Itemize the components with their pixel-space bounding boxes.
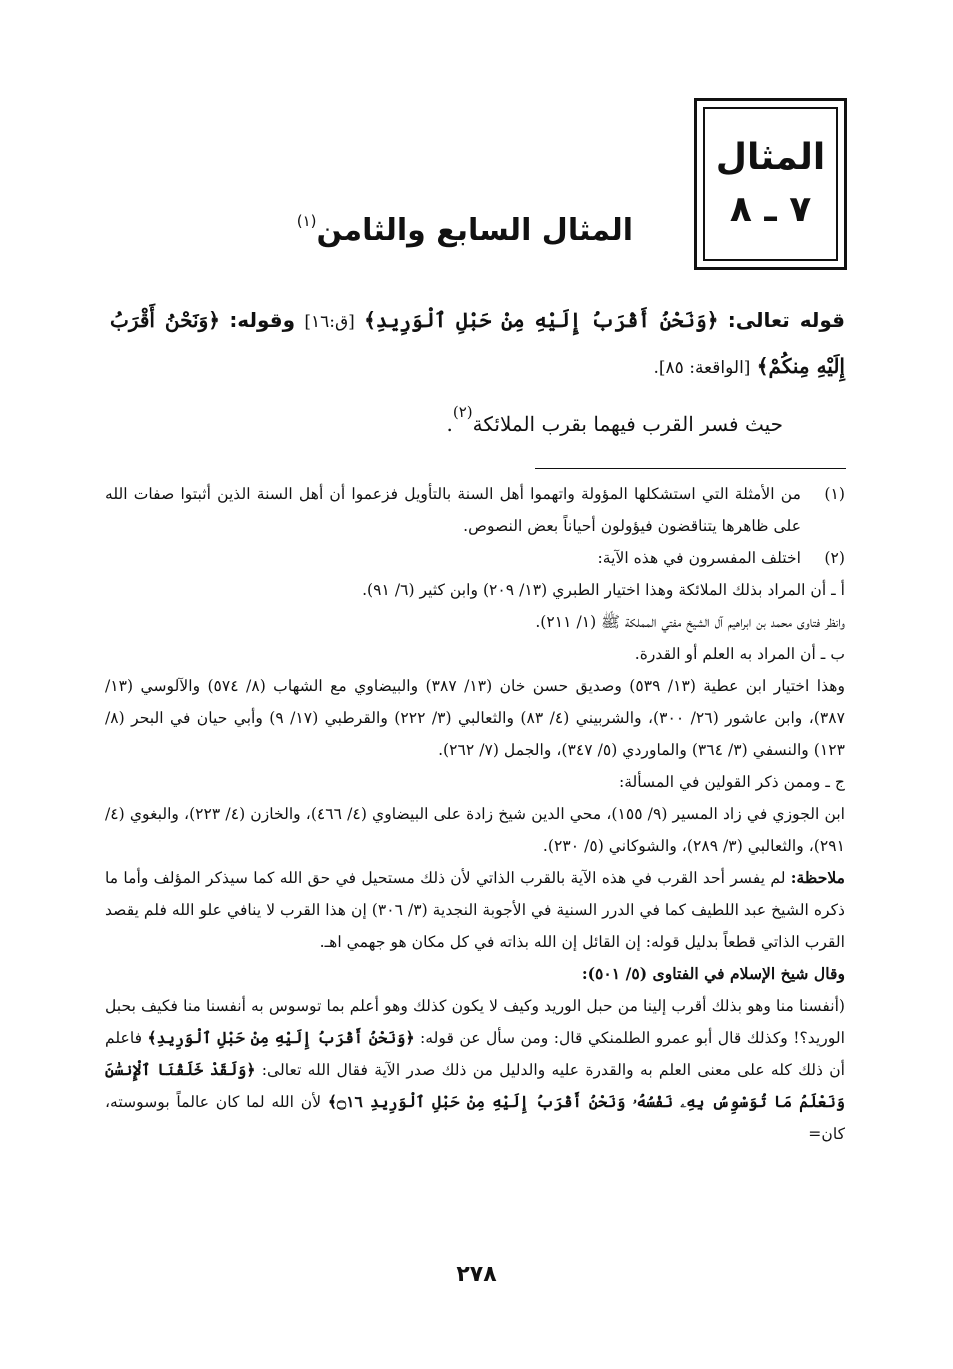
footnote-2-opinion-a-ref: وانظر فتاوى محمد بن ابراهيم آل الشيخ مفتي المملكة ﷺ (١/ ٢١١).	[535, 613, 845, 631]
main-paragraph-2	[110, 390, 783, 446]
lead-phrase-2: وقوله:	[229, 308, 296, 332]
page-number: ٢٧٨	[456, 1262, 497, 1287]
footnote-ref-1: (١)	[296, 212, 317, 230]
box-label: المثال	[715, 137, 826, 178]
quote-verse-2: ﴿وَلَقَدْ خَلَقْنَا ٱلْإِنسَٰنَ وَنَعْلَمُ مَا تُوَسْوِسُ بِهِۦ نَفْسُهُۥ وَنَحْنُ أَقْرَبُ إِلَيْهِ مِنْ حَبْلِ ٱلْوَرِيدِ ۝١٦﴾	[105, 1060, 845, 1111]
quran-verse-2: ﴿وَنَحْنُ أَقْرَبُ إِلَيْهِ مِنكُمْ﴾	[110, 308, 845, 378]
footnote-ref-2: (٢)	[452, 403, 473, 421]
footnote-1	[105, 478, 845, 542]
remark-label: ملاحظة:	[790, 868, 845, 887]
footnote-2	[105, 542, 845, 574]
example-number-box-inner	[703, 107, 838, 261]
footnote-1-text: من الأمثلة التي استشكلها المؤولة واتهموا أهل السنة بالتأويل فزعموا أن أهل السنة الذين أثبتوا صفات الله على ظاهرها يتناقضون فيؤولون أحياناً بعض النصوص.	[105, 485, 801, 535]
quote-paragraph	[105, 990, 845, 1150]
footnote-divider	[535, 468, 846, 469]
quote-text-1: (أنفسنا منا وهو بذلك أقرب إلينا من حبل الوريد وكيف لا يكون كذلك وهو أعلم بما توسوس به أنفسنا منا فكيف بحبل الوريد؟! وكذلك قال أبو عمرو الطلمنكي قال: ومن سأل عن قوله:	[105, 997, 845, 1047]
chapter-title	[297, 212, 633, 248]
quran-verse-1: ﴿وَنَحْنُ أَقْرَبُ إِلَيْهِ مِنْ حَبْلِ ٱلْوَرِيدِ﴾	[364, 308, 719, 332]
quote-text-2: فاعلم أن ذلك كله على معنى العلم به والقدرة عليه والدليل من ذلك صدر الآية فقال الله تعالى:	[105, 1029, 845, 1079]
main-line-2: حيث فسر القرب فيهما بقرب الملائكة	[472, 412, 783, 436]
footnote-2-intro: اختلف المفسرون في هذه الآية:	[597, 549, 801, 567]
chapter-title-text: المثال السابع والثامن	[316, 213, 633, 248]
footnote-2-opinion-c-refs: ابن الجوزي في زاد المسير (٩/ ١٥٥)، محي الدين شيخ زادة على البيضاوي (٤/ ٤٦٦)، والخازن (٤/ ٢٢٣)، والبغوي (٤/ ٢٩١)، والثعالبي (٣/ ٢٨٩)، والشوكاني (٥/ ٢٣٠).	[105, 805, 846, 855]
footnote-2-opinion-b-refs: وهذا اختيار ابن عطية (١٣/ ٥٣٩) وصديق حسن خان (١٣/ ٣٨٧) والبيضاوي مع الشهاب (٨/ ٥٧٤) والآلوسي (١٣/ ٣٨٧)، وابن عاشور (٢٦/ ٣٠٠)، والشربيني (٤/ ٨٣) والثعالبي (٣/ ٢٢٢) والقرطبي (١٧/ ٩) وأبي حيان في البحر (٨/ ١٢٣) والنسفي (٣/ ٣٦٤) والماوردي (٥/ ٣٤٧)، والجمل (٧/ ٢٦٢).	[105, 677, 846, 759]
remark-paragraph	[105, 862, 845, 958]
footnote-2-opinion-a: أ ـ أن المراد بذلك الملائكة وهذا اختيار الطبري (١٣/ ٢٠٩) وابن كثير (٦/ ٩١).	[362, 581, 845, 599]
footnotes	[105, 478, 845, 1150]
footnote-2-number: (٢)	[824, 549, 845, 567]
example-number-box	[694, 98, 847, 270]
verse-ref-2: [الواقعة: ٨٥].	[653, 358, 751, 378]
main-paragraph-1	[110, 298, 845, 390]
verse-ref-1: [ق:١٦]	[304, 312, 355, 332]
footnote-2-opinion-b: ب ـ أن المراد به العلم أو القدرة.	[634, 645, 845, 663]
box-number: ٧ ـ ٨	[729, 189, 812, 230]
quote-verse-1: ﴿وَنَحْنُ أَقْرَبُ إِلَيْهِ مِنْ حَبْلِ ٱلْوَرِيدِ﴾	[147, 1028, 415, 1047]
main-text	[110, 298, 845, 446]
main-line-2-end: .	[446, 412, 453, 436]
shaykh-heading: وقال شيخ الإسلام في الفتاوى (٥/ ٥٠١):	[581, 964, 845, 983]
footnote-1-number: (١)	[824, 485, 845, 503]
footnote-2-opinion-c: ج ـ وممن ذكر القولين في المسألة:	[618, 773, 845, 791]
lead-phrase: قوله تعالى:	[727, 308, 846, 332]
quote-text-3: لأن الله لما كان عالماً بوسوسته، كان=	[105, 1093, 845, 1143]
remark-text: لم يفسر أحد القرب في هذه الآية بالقرب الذاتي لأن ذلك مستحيل في حق الله كما سيذكر المؤلف وأما ما ذكره الشيخ عبد اللطيف كما في الدرر السنية في الأجوبة النجدية (٣/ ٣٠٦) إن هذا القرب لا ينافي علو الله فلم يقصد القرب الذاتي قطعاً بدليل قوله: إن القائل إن الله بذاته في كل مكان هو جهمي اهـ.	[105, 869, 845, 951]
